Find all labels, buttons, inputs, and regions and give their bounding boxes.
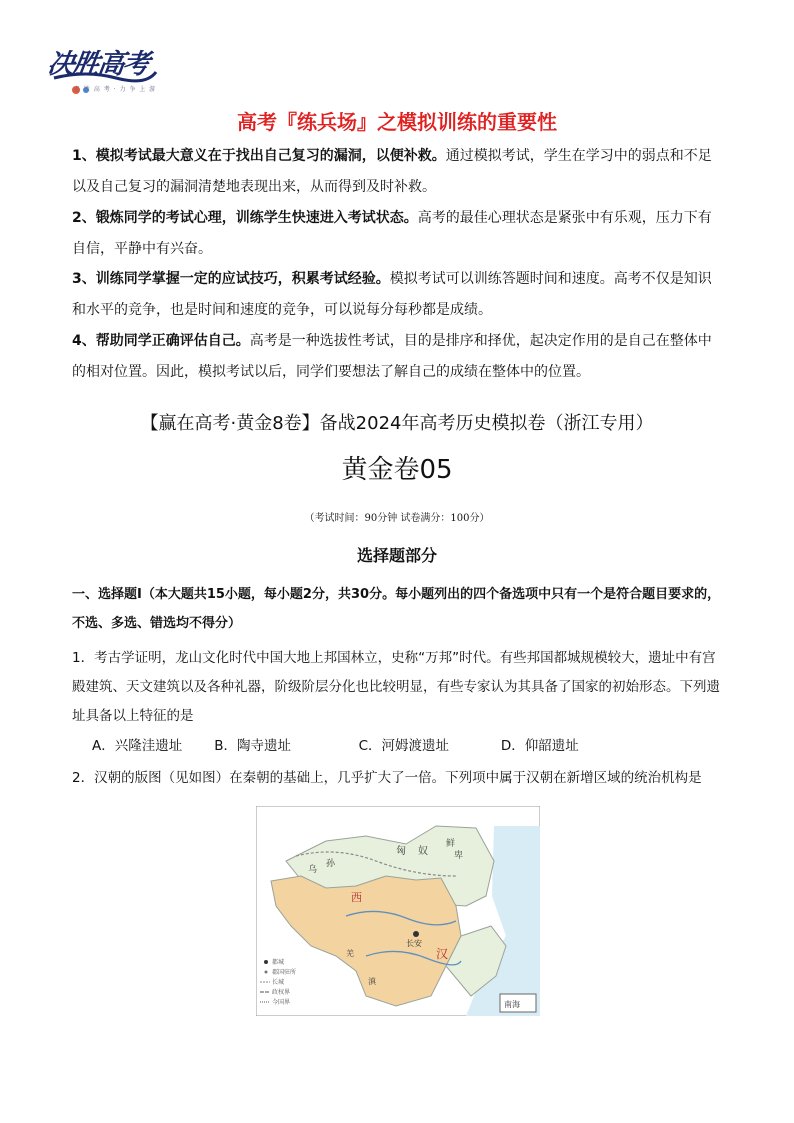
label-xiongnu-2: 奴 xyxy=(418,846,428,857)
map-svg xyxy=(256,806,540,1016)
label-wusun-2: 孙 xyxy=(326,859,336,869)
label-dian: 滇 xyxy=(368,977,376,986)
point-4-bold: 4、帮助同学正确评估自己。 xyxy=(72,333,250,349)
point-3-text: 模拟考试可以训练答题时间和速度。高考不仅是知识和水平的竞争，也是时间和速度的竞争，可以说每分每秒都是成绩。 xyxy=(72,271,712,318)
label-nanhai: 南海 xyxy=(504,1000,520,1009)
point-4-text: 高考是一种选拔性考试，目的是排序和择优，起决定作用的是自己在整体中的相对位置。因此，模拟考试以后，同学们要想法了解自己的成绩在整体中的位置。 xyxy=(72,333,712,380)
series-title: 【赢在高考·黄金8卷】备战2024年高考历史模拟卷（浙江专用） xyxy=(140,413,654,434)
legend-seat-icon xyxy=(265,971,268,974)
option-a[interactable]: A．兴隆洼遗址 xyxy=(92,738,183,754)
legend-wall: 长城 xyxy=(272,979,285,986)
option-b[interactable]: B．陶寺遗址 xyxy=(214,738,292,754)
label-qiang: 羌 xyxy=(346,949,354,958)
option-c[interactable]: C．河姆渡遗址 xyxy=(358,738,450,754)
option-d[interactable]: D．仰韶遗址 xyxy=(500,738,579,754)
time-note: （考试时间：90分钟 试卷满分：100分） xyxy=(304,513,490,524)
question-2-stem: 2．汉朝的版图（见如图）在秦朝的基础上，几乎扩大了一倍。下列项中属于汉朝在新增区域的统治机构是 xyxy=(72,770,702,786)
point-2-text: 高考的最佳心理状态是紧张中有乐观，压力下有自信，平静中有兴奋。 xyxy=(72,210,712,257)
label-han: 汉 xyxy=(436,947,449,961)
point-1-text: 通过模拟考试，学生在学习中的弱点和不足以及自己复习的漏洞清楚地表现出来，从而得到及时补救。 xyxy=(72,148,712,195)
han-dynasty-map xyxy=(256,806,540,1016)
legend-capital-icon xyxy=(264,960,268,964)
importance-point-1 xyxy=(72,141,724,203)
logo-subtitle: 必 胜 高 考 · 力 争 上 游 xyxy=(74,86,157,93)
logo-brush-icon xyxy=(46,38,158,108)
legend-national: 今国界 xyxy=(272,999,291,1006)
changan-marker xyxy=(413,931,419,937)
label-xianbei-1: 鲜 xyxy=(446,839,456,849)
label-xiongnu-1: 匈 xyxy=(396,846,406,857)
question-1-options xyxy=(92,734,712,754)
logo-text: 决胜高考 xyxy=(45,49,150,80)
section-instructions: 一、选择题Ⅰ（本大题共15小题，每小题2分，共30分。每小题列出的四个备选项中只有一个是符合题目要求的，不选、多选、错选均不得分） xyxy=(72,587,721,631)
importance-point-3 xyxy=(72,264,724,326)
question-1-stem: 1．考古学证明，龙山文化时代中国大地上邦国林立，史称“万邦”时代。有些邦国都城规模较大，遗址中有宫殿建筑、天文建筑以及各种礼器，阶级阶层分化也比较明显，有些专家认为其具备了国家的初始形态。下列遗址具备以上特征的是 xyxy=(72,650,720,724)
legend-seat: 郡国驻所 xyxy=(272,969,297,976)
label-changan: 长安 xyxy=(406,939,422,948)
label-wusun-1: 乌 xyxy=(308,865,318,875)
section-title: 选择题部分 xyxy=(356,546,437,565)
importance-point-4 xyxy=(72,326,724,388)
label-xianbei-2: 卑 xyxy=(454,851,464,861)
paper-title: 黄金卷05 xyxy=(341,455,453,485)
point-1-bold: 1、模拟考试最大意义在于找出自己复习的漏洞，以便补救。 xyxy=(72,148,446,164)
label-west: 西 xyxy=(351,891,362,904)
legend-capital: 都城 xyxy=(272,959,285,966)
importance-title: 高考『练兵场』之模拟训练的重要性 xyxy=(237,110,557,134)
logo xyxy=(46,38,158,108)
legend-border: 政权界 xyxy=(272,989,291,996)
importance-point-2 xyxy=(72,203,724,265)
point-3-bold: 3、训练同学掌握一定的应试技巧，积累考试经验。 xyxy=(72,271,390,287)
point-2-bold: 2、锻炼同学的考试心理，训练学生快速进入考试状态。 xyxy=(72,210,418,226)
